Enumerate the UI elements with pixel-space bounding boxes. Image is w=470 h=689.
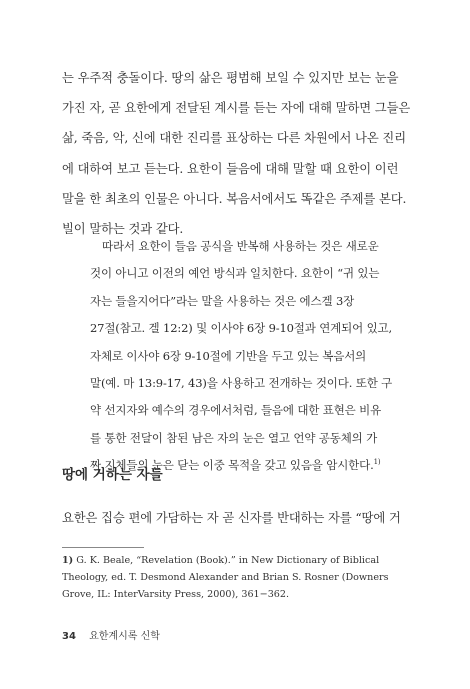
footnote-text: G. K. Beale, “Revelation (Book).” in New Dictionary of Biblical: [76, 555, 380, 566]
footnote-line-1: [62, 552, 422, 569]
body-line: 는 우주적 충돌이다. 땅의 삶은 평범해 보일 수 있지만 보는 눈을: [62, 71, 399, 85]
body-paragraph: [62, 63, 420, 244]
quote-line: 짜 지체들의 눈은 닫는 이중 목적을 갖고 있음을 암시한다.: [90, 458, 374, 473]
section-first-line: 요한은 집승 편에 가담하는 자 곧 신자를 반대하는 자를 “땅에 거: [62, 511, 401, 525]
running-title: 요한계시록 신학: [89, 631, 160, 642]
quote-line: 약 선지자와 예수의 경우에서처럼, 들음에 대한 표현은 비유: [90, 403, 382, 418]
footnote-text: Grove, IL: InterVarsity Press, 2000), 361−362.: [62, 589, 290, 600]
footnote-reference[interactable]: 1): [373, 458, 381, 467]
footnote-text: Theology, ed. T. Desmond Alexander and Brian S. Rosner (Downers: [62, 572, 389, 583]
quote-line: 것이 아니고 이전의 예언 방식과 일치한다. 요한이 “귀 있는: [90, 266, 380, 281]
footnote: [62, 552, 422, 603]
quote-line: 를 통한 전달이 참된 남은 자의 눈은 열고 언약 공동체의 가: [90, 430, 378, 445]
body-line: 빌이 말하는 것과 같다.: [62, 222, 184, 237]
footnote-divider: [62, 547, 144, 548]
quote-line: 자체로 이사야 6장 9-10절에 기반을 두고 있는 복음서의: [90, 348, 367, 363]
page-footer: [62, 627, 160, 642]
page-number: 34: [62, 631, 76, 642]
quote-line: 27절(참고. 겔 12:2) 및 이사야 6장 9-10절과 연계되어 있고,: [90, 321, 392, 336]
body-line: 말을 한 최초의 인물은 아니다. 복음서에서도 똑같은 주제를 본다.: [62, 191, 407, 206]
quote-line: 자는 들을지어다”라는 말을 사용하는 것은 에스겔 3장: [90, 293, 355, 308]
body-line: 에 대하여 보고 듣는다. 요한이 들음에 대해 말할 때 요한이 이런: [62, 161, 399, 176]
block-quote: [90, 233, 408, 480]
body-line: 가진 자, 곧 요한에게 전달된 계시를 듣는 자에 대해 말하면 그들은: [62, 101, 411, 116]
quote-line: 따라서 요한이 들음 공식을 반복해 사용하는 것은 새로운: [102, 239, 379, 253]
section-heading: 땅에 거하는 자들: [62, 467, 163, 483]
body-line: 삶, 죽음, 악, 신에 대한 진리를 표상하는 다른 차원에서 나온 진리: [62, 131, 406, 146]
footnote-number: 1): [62, 555, 74, 566]
quote-line: 말(예. 마 13:9-17, 43)을 사용하고 전개하는 것이다. 또한 구: [90, 376, 393, 391]
